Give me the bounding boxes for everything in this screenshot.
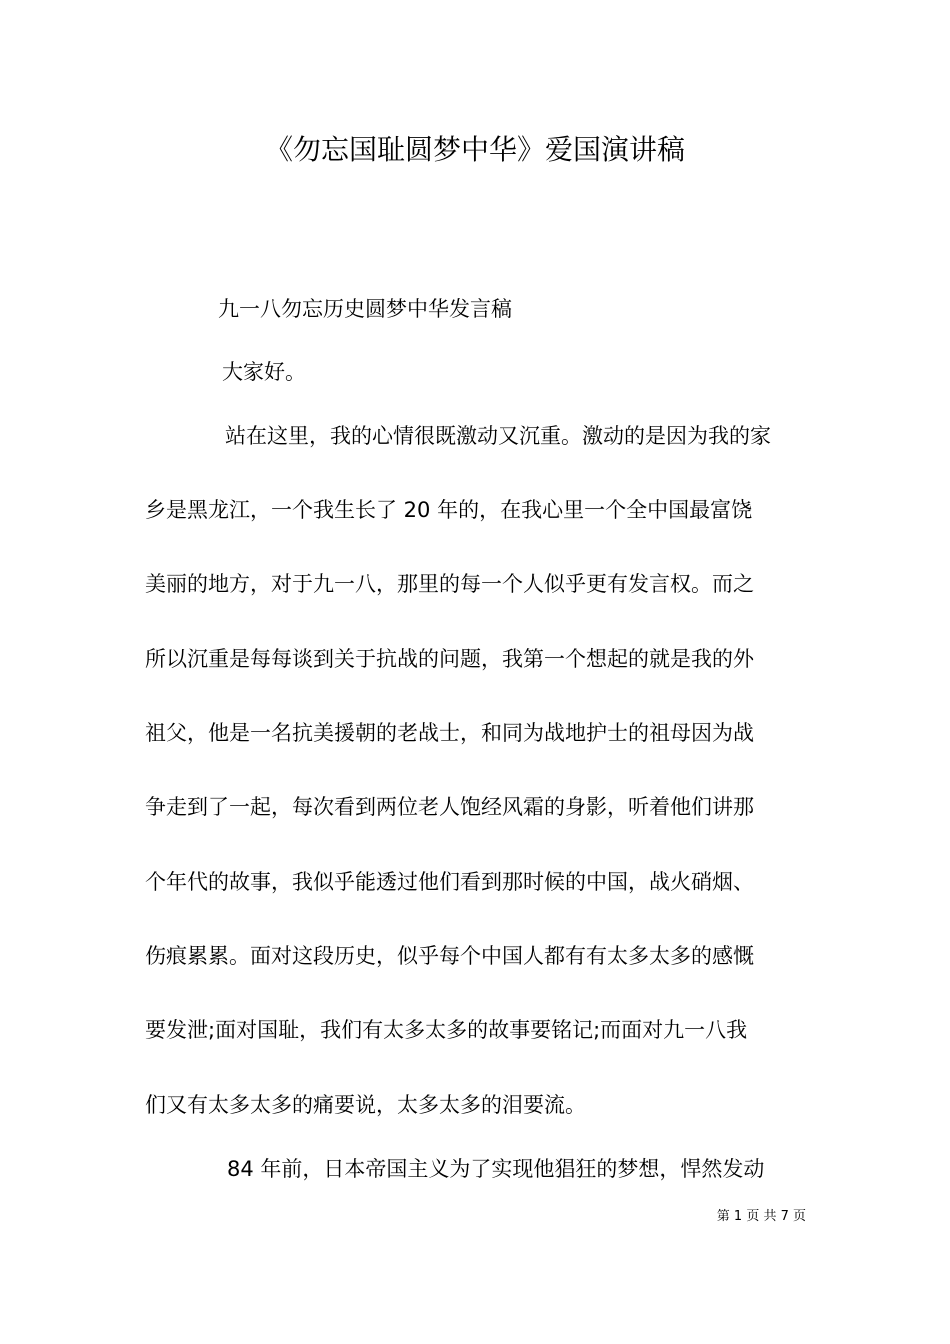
paragraph-1-line: 争走到了一起，每次看到两位老人饱经风霜的身影，听着他们讲那 bbox=[145, 795, 754, 819]
paragraph-1-line: 要发泄;面对国耻，我们有太多太多的故事要铭记;而面对九一八我 bbox=[145, 1018, 748, 1042]
paragraph-1-line: 祖父，他是一名抗美援朝的老战士，和同为战地护士的祖母因为战 bbox=[145, 721, 754, 745]
paragraph-1-line: 们又有太多太多的痛要说，太多太多的泪要流。 bbox=[145, 1093, 586, 1117]
page-number-footer: 第 1 页 共 7 页 bbox=[716, 1209, 806, 1224]
greeting-line: 大家好。 bbox=[222, 360, 306, 384]
paragraph-1-line: 所以沉重是每每谈到关于抗战的问题，我第一个想起的就是我的外 bbox=[145, 647, 754, 671]
document-title: 《勿忘国耻圆梦中华》爱国演讲稿 bbox=[264, 133, 685, 166]
speech-subtitle: 九一八勿忘历史圆梦中华发言稿 bbox=[218, 297, 512, 321]
paragraph-1-line: 个年代的故事，我似乎能透过他们看到那时候的中国，战火硝烟、 bbox=[145, 870, 754, 894]
paragraph-1-line: 美丽的地方，对于九一八，那里的每一个人似乎更有发言权。而之 bbox=[145, 572, 754, 596]
paragraph-1-line: 乡是黑龙江，一个我生长了 20 年的，在我心里一个全中国最富饶 bbox=[145, 498, 753, 522]
paragraph-1-line: 站在这里，我的心情很既激动又沉重。激动的是因为我的家 bbox=[225, 424, 771, 448]
paragraph-2-line: 84 年前，日本帝国主义为了实现他猖狂的梦想，悍然发动 bbox=[227, 1157, 765, 1181]
paragraph-1-line: 伤痕累累。面对这段历史，似乎每个中国人都有有太多太多的感慨 bbox=[145, 944, 754, 968]
